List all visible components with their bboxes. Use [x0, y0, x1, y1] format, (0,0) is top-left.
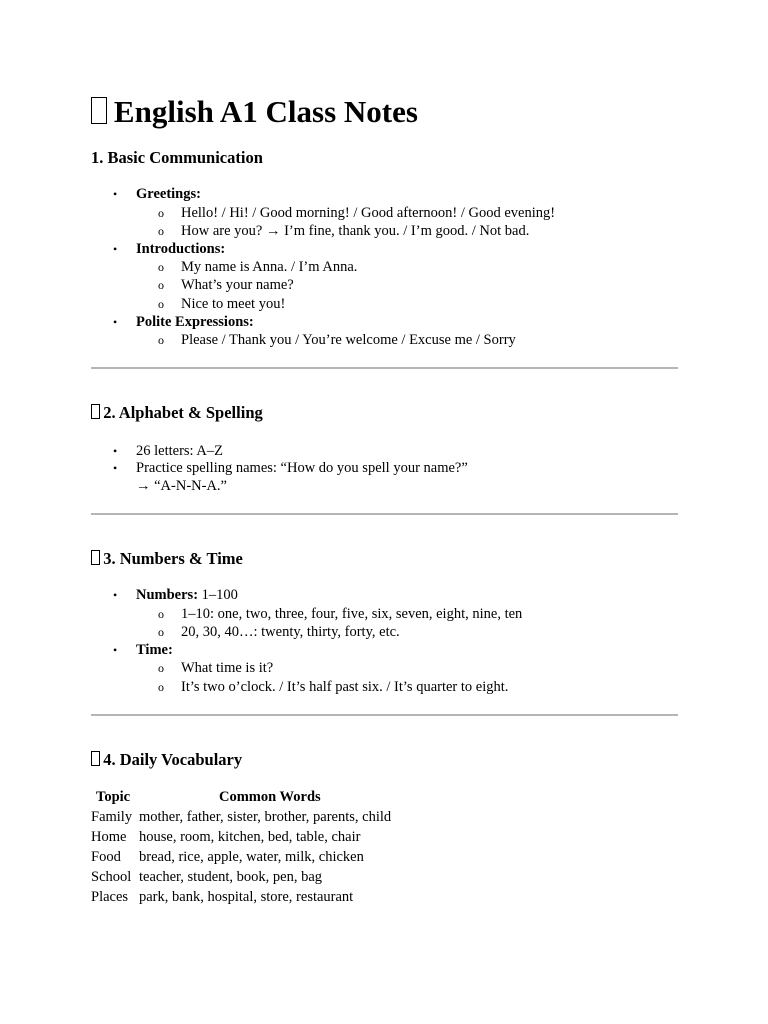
- list-item: 1–10: one, two, three, four, five, six, seven, eight, nine, ten: [181, 606, 523, 622]
- group-value-numbers: 1–100: [198, 587, 238, 603]
- group-label-polite-expressions: Polite Expressions:: [136, 314, 254, 330]
- sub-bullet-icon: o: [158, 224, 164, 238]
- table-cell-topic: School: [91, 869, 132, 885]
- bullet-icon: •: [113, 187, 118, 201]
- bullet-icon: •: [113, 444, 118, 458]
- table-cell-topic: Family: [91, 809, 133, 825]
- list-item: It’s two o’clock. / It’s half past six. / It’s quarter to eight.: [181, 679, 509, 695]
- list-item: How are you? → I’m fine, thank you. / I’m good. / Not bad.: [181, 223, 530, 239]
- group-label-introductions: Introductions:: [136, 241, 226, 257]
- section-heading-numbers-time: 3. Numbers & Time: [91, 549, 243, 569]
- table-cell-words: park, bank, hospital, store, restaurant: [139, 889, 354, 905]
- list-item: Practice spelling names: “How do you spell your name?”: [136, 460, 468, 476]
- list-item: Hello! / Hi! / Good morning! / Good afternoon! / Good evening!: [181, 205, 556, 221]
- notebook-icon: [91, 97, 107, 125]
- table-cell-words: teacher, student, book, pen, bag: [139, 869, 323, 885]
- list-item: What time is it?: [181, 660, 274, 676]
- horizontal-rule: [91, 714, 678, 716]
- table-cell-topic: Home: [91, 829, 127, 845]
- section-icon: [91, 550, 100, 565]
- page-title: English A1 Class Notes: [91, 93, 418, 131]
- bullet-icon: •: [113, 242, 118, 256]
- table-cell-words: bread, rice, apple, water, milk, chicken: [139, 849, 364, 865]
- sub-bullet-icon: o: [158, 297, 164, 311]
- list-item: 26 letters: A–Z: [136, 443, 223, 459]
- bullet-icon: •: [113, 461, 118, 475]
- sub-bullet-icon: o: [158, 260, 164, 274]
- list-item: What’s your name?: [181, 277, 294, 293]
- list-item: 20, 30, 40…: twenty, thirty, forty, etc.: [181, 624, 400, 640]
- table-cell-words: house, room, kitchen, bed, table, chair: [139, 829, 361, 845]
- table-header-common-words: Common Words: [219, 789, 321, 805]
- sub-bullet-icon: o: [158, 625, 164, 639]
- group-numbers: [136, 586, 238, 604]
- list-item: My name is Anna. / I’m Anna.: [181, 259, 358, 275]
- group-label-greetings: Greetings:: [136, 186, 201, 202]
- section-icon: [91, 404, 100, 419]
- sub-bullet-icon: o: [158, 333, 164, 347]
- sub-bullet-icon: o: [158, 661, 164, 675]
- group-label-time: Time:: [136, 642, 173, 658]
- bullet-icon: •: [113, 643, 118, 657]
- section-icon: [91, 751, 100, 766]
- section-heading-alphabet-spelling: 2. Alphabet & Spelling: [91, 403, 263, 423]
- sub-bullet-icon: o: [158, 607, 164, 621]
- table-cell-words: mother, father, sister, brother, parents, child: [139, 809, 392, 825]
- horizontal-rule: [91, 513, 678, 515]
- table-cell-topic: Places: [91, 889, 129, 905]
- list-item-continuation: → “A-N-N-A.”: [136, 478, 227, 494]
- table-header-topic: Topic: [96, 789, 131, 805]
- list-item: Nice to meet you!: [181, 296, 286, 312]
- sub-bullet-icon: o: [158, 206, 164, 220]
- section-heading-basic-communication: 1. Basic Communication: [91, 148, 263, 167]
- bullet-icon: •: [113, 588, 118, 602]
- section-heading-daily-vocabulary: 4. Daily Vocabulary: [91, 750, 242, 770]
- horizontal-rule: [91, 367, 678, 369]
- group-label-numbers: Numbers:: [136, 587, 199, 603]
- bullet-icon: •: [113, 315, 118, 329]
- sub-bullet-icon: o: [158, 278, 164, 292]
- table-cell-topic: Food: [91, 849, 121, 865]
- list-item: Please / Thank you / You’re welcome / Excuse me / Sorry: [181, 332, 516, 348]
- sub-bullet-icon: o: [158, 680, 164, 694]
